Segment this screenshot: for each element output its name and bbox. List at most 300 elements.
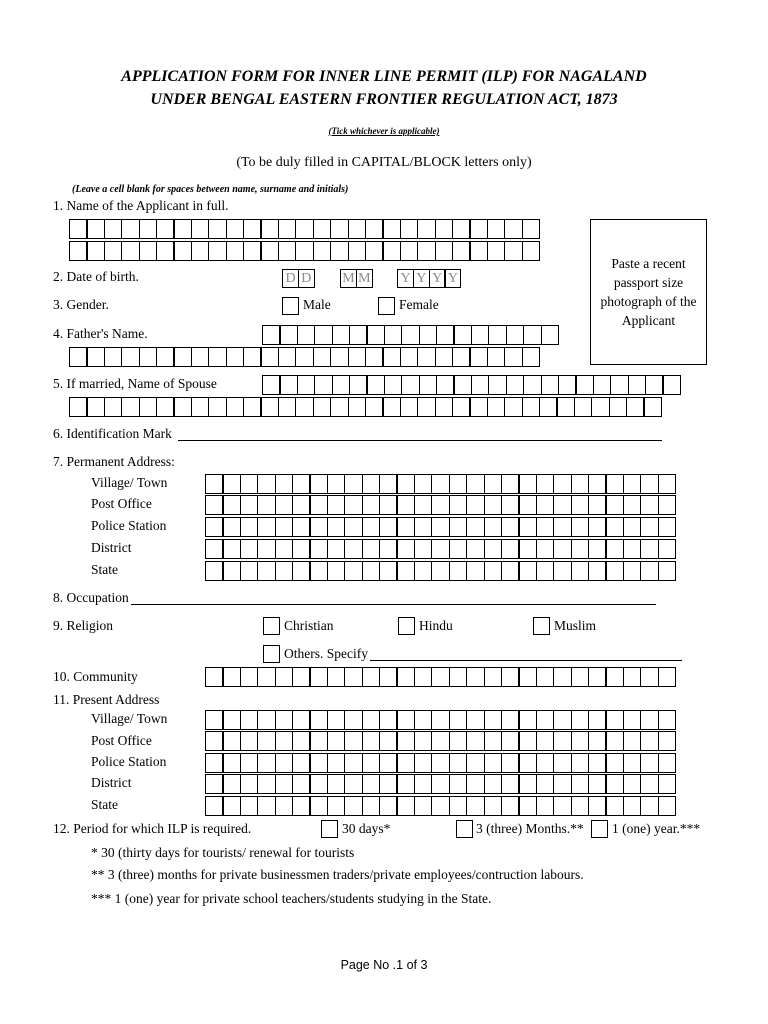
letter-cell[interactable] xyxy=(501,517,520,537)
letter-cell[interactable] xyxy=(504,219,523,239)
letter-cell[interactable] xyxy=(139,397,158,417)
letter-cell[interactable] xyxy=(379,667,398,687)
letter-cell[interactable] xyxy=(623,517,642,537)
letter-cell[interactable] xyxy=(431,796,450,816)
letter-cell[interactable] xyxy=(419,375,438,395)
letter-cell[interactable] xyxy=(121,397,140,417)
letter-cell[interactable] xyxy=(571,495,590,515)
letter-cell[interactable] xyxy=(466,517,485,537)
letter-cell[interactable] xyxy=(469,397,488,417)
letter-cell[interactable] xyxy=(431,753,450,773)
letter-cell[interactable] xyxy=(640,517,659,537)
religion-others-line[interactable] xyxy=(370,660,682,661)
letter-cell[interactable] xyxy=(379,474,398,494)
letter-cell[interactable] xyxy=(295,347,314,367)
letter-cell[interactable] xyxy=(396,517,415,537)
letter-cell[interactable] xyxy=(605,517,624,537)
letter-cell[interactable] xyxy=(518,474,537,494)
letter-cell[interactable] xyxy=(121,241,140,261)
letter-cell[interactable] xyxy=(449,539,468,559)
letter-cell[interactable] xyxy=(362,561,381,581)
letter-cell[interactable] xyxy=(571,731,590,751)
letter-cell[interactable] xyxy=(173,347,192,367)
letter-cell[interactable] xyxy=(553,561,572,581)
letter-cell[interactable] xyxy=(348,347,367,367)
letter-cell[interactable] xyxy=(344,474,363,494)
letter-cell[interactable] xyxy=(417,397,436,417)
letter-cell[interactable] xyxy=(327,731,346,751)
letter-cell[interactable] xyxy=(344,731,363,751)
letter-cell[interactable] xyxy=(504,397,523,417)
letter-cell[interactable] xyxy=(362,796,381,816)
letter-cell[interactable] xyxy=(278,219,297,239)
letter-cell[interactable] xyxy=(205,796,224,816)
letter-cell[interactable] xyxy=(591,397,610,417)
letter-cell[interactable] xyxy=(523,375,542,395)
letter-cell[interactable] xyxy=(208,347,227,367)
letter-cell[interactable] xyxy=(431,517,450,537)
letter-cell[interactable] xyxy=(571,796,590,816)
religion-others-checkbox[interactable] xyxy=(263,645,280,663)
letter-cell[interactable] xyxy=(384,325,403,345)
letter-cell[interactable] xyxy=(435,219,454,239)
letter-cell[interactable] xyxy=(205,474,224,494)
letter-cell[interactable] xyxy=(488,375,507,395)
letter-cell[interactable] xyxy=(240,561,259,581)
letter-cell[interactable] xyxy=(382,397,401,417)
letter-cell[interactable] xyxy=(414,774,433,794)
letter-cell[interactable] xyxy=(640,539,659,559)
letter-cell[interactable] xyxy=(623,796,642,816)
letter-cell[interactable] xyxy=(658,710,677,730)
letter-cell[interactable] xyxy=(605,753,624,773)
letter-cell[interactable] xyxy=(623,710,642,730)
letter-cell[interactable] xyxy=(292,539,311,559)
letter-cell[interactable] xyxy=(86,241,105,261)
letter-cell[interactable] xyxy=(262,325,281,345)
letter-cell[interactable] xyxy=(173,241,192,261)
community-cells[interactable] xyxy=(205,667,675,687)
letter-cell[interactable] xyxy=(556,397,575,417)
letter-cell[interactable] xyxy=(279,325,298,345)
letter-cell[interactable] xyxy=(469,347,488,367)
letter-cell[interactable] xyxy=(501,539,520,559)
letter-cell[interactable] xyxy=(260,219,279,239)
letter-cell[interactable] xyxy=(484,753,503,773)
letter-cell[interactable] xyxy=(640,731,659,751)
letter-cell[interactable] xyxy=(257,774,276,794)
letter-cell[interactable] xyxy=(449,753,468,773)
letter-cell[interactable] xyxy=(414,753,433,773)
letter-cell[interactable] xyxy=(275,731,294,751)
letter-cell[interactable] xyxy=(205,539,224,559)
letter-cell[interactable] xyxy=(295,397,314,417)
letter-cell[interactable] xyxy=(243,347,262,367)
letter-cell[interactable] xyxy=(553,539,572,559)
letter-cell[interactable] xyxy=(173,219,192,239)
letter-cell[interactable] xyxy=(309,495,328,515)
letter-cell[interactable] xyxy=(313,241,332,261)
letter-cell[interactable] xyxy=(396,561,415,581)
letter-cell[interactable] xyxy=(292,774,311,794)
letter-cell[interactable] xyxy=(452,347,471,367)
letter-cell[interactable] xyxy=(362,667,381,687)
letter-cell[interactable] xyxy=(86,347,105,367)
period-30days-checkbox[interactable] xyxy=(321,820,338,838)
letter-cell[interactable] xyxy=(327,774,346,794)
letter-cell[interactable] xyxy=(436,325,455,345)
letter-cell[interactable] xyxy=(453,325,472,345)
letter-cell[interactable] xyxy=(384,375,403,395)
letter-cell[interactable] xyxy=(449,561,468,581)
letter-cell[interactable] xyxy=(401,325,420,345)
letter-cell[interactable] xyxy=(292,710,311,730)
letter-cell[interactable] xyxy=(240,539,259,559)
letter-cell[interactable] xyxy=(536,710,555,730)
letter-cell[interactable] xyxy=(327,474,346,494)
letter-cell[interactable] xyxy=(104,241,123,261)
letter-cell[interactable] xyxy=(588,796,607,816)
letter-cell[interactable] xyxy=(344,796,363,816)
letter-cell[interactable] xyxy=(553,796,572,816)
letter-cell[interactable] xyxy=(257,796,276,816)
letter-cell[interactable] xyxy=(536,731,555,751)
letter-cell[interactable] xyxy=(658,731,677,751)
letter-cell[interactable] xyxy=(588,710,607,730)
letter-cell[interactable] xyxy=(257,667,276,687)
letter-cell[interactable] xyxy=(588,474,607,494)
letter-cell[interactable] xyxy=(330,241,349,261)
letter-cell[interactable] xyxy=(139,241,158,261)
letter-cell[interactable] xyxy=(257,710,276,730)
letter-cell[interactable] xyxy=(571,710,590,730)
letter-cell[interactable] xyxy=(506,375,525,395)
letter-cell[interactable] xyxy=(571,539,590,559)
letter-cell[interactable] xyxy=(436,375,455,395)
letter-cell[interactable] xyxy=(605,474,624,494)
letter-cell[interactable] xyxy=(257,539,276,559)
letter-cell[interactable] xyxy=(327,495,346,515)
letter-cell[interactable] xyxy=(222,667,241,687)
letter-cell[interactable] xyxy=(327,539,346,559)
letter-cell[interactable] xyxy=(658,753,677,773)
letter-cell[interactable] xyxy=(379,774,398,794)
letter-cell[interactable] xyxy=(623,474,642,494)
letter-cell[interactable] xyxy=(309,753,328,773)
letter-cell[interactable] xyxy=(501,667,520,687)
letter-cell[interactable] xyxy=(449,710,468,730)
gender-male-checkbox[interactable] xyxy=(282,297,299,315)
letter-cell[interactable] xyxy=(518,731,537,751)
letter-cell[interactable] xyxy=(431,667,450,687)
letter-cell[interactable] xyxy=(292,517,311,537)
letter-cell[interactable] xyxy=(86,397,105,417)
letter-cell[interactable] xyxy=(327,796,346,816)
letter-cell[interactable] xyxy=(396,774,415,794)
letter-cell[interactable] xyxy=(240,517,259,537)
letter-cell[interactable] xyxy=(571,753,590,773)
letter-cell[interactable] xyxy=(222,731,241,751)
letter-cell[interactable] xyxy=(453,375,472,395)
letter-cell[interactable] xyxy=(243,219,262,239)
letter-cell[interactable] xyxy=(292,667,311,687)
letter-cell[interactable] xyxy=(69,347,88,367)
letter-cell[interactable] xyxy=(292,474,311,494)
letter-cell[interactable] xyxy=(173,397,192,417)
letter-cell[interactable] xyxy=(605,539,624,559)
religion-hindu-checkbox[interactable] xyxy=(398,617,415,635)
period-1year-checkbox[interactable] xyxy=(591,820,608,838)
letter-cell[interactable] xyxy=(344,539,363,559)
letter-cell[interactable] xyxy=(226,397,245,417)
letter-cell[interactable] xyxy=(449,731,468,751)
letter-cell[interactable] xyxy=(362,710,381,730)
letter-cell[interactable] xyxy=(574,397,593,417)
letter-cell[interactable] xyxy=(640,561,659,581)
letter-cell[interactable] xyxy=(327,561,346,581)
letter-cell[interactable] xyxy=(553,731,572,751)
letter-cell[interactable] xyxy=(344,517,363,537)
letter-cell[interactable] xyxy=(275,517,294,537)
letter-cell[interactable] xyxy=(536,495,555,515)
letter-cell[interactable] xyxy=(553,753,572,773)
letter-cell[interactable] xyxy=(452,241,471,261)
letter-cell[interactable] xyxy=(605,561,624,581)
letter-cell[interactable] xyxy=(104,397,123,417)
letter-cell[interactable] xyxy=(309,731,328,751)
letter-cell[interactable] xyxy=(240,474,259,494)
identification-mark-line[interactable] xyxy=(178,440,662,441)
letter-cell[interactable] xyxy=(260,347,279,367)
letter-cell[interactable] xyxy=(588,539,607,559)
letter-cell[interactable] xyxy=(605,710,624,730)
letter-cell[interactable] xyxy=(501,495,520,515)
letter-cell[interactable] xyxy=(466,731,485,751)
letter-cell[interactable] xyxy=(309,710,328,730)
letter-cell[interactable] xyxy=(452,397,471,417)
letter-cell[interactable] xyxy=(400,219,419,239)
letter-cell[interactable] xyxy=(240,710,259,730)
letter-cell[interactable] xyxy=(379,731,398,751)
letter-cell[interactable] xyxy=(309,539,328,559)
letter-cell[interactable] xyxy=(278,397,297,417)
letter-cell[interactable] xyxy=(588,667,607,687)
perm-district-cells[interactable] xyxy=(205,539,675,559)
letter-cell[interactable] xyxy=(344,774,363,794)
letter-cell[interactable] xyxy=(191,241,210,261)
letter-cell[interactable] xyxy=(536,667,555,687)
letter-cell[interactable] xyxy=(431,710,450,730)
letter-cell[interactable] xyxy=(400,241,419,261)
letter-cell[interactable] xyxy=(536,539,555,559)
letter-cell[interactable] xyxy=(501,710,520,730)
letter-cell[interactable] xyxy=(523,325,542,345)
letter-cell[interactable] xyxy=(610,375,629,395)
letter-cell[interactable] xyxy=(348,219,367,239)
letter-cell[interactable] xyxy=(431,561,450,581)
letter-cell[interactable] xyxy=(275,561,294,581)
letter-cell[interactable] xyxy=(518,561,537,581)
father-cells-row2[interactable] xyxy=(69,347,539,367)
letter-cell[interactable] xyxy=(501,731,520,751)
father-cells-row1[interactable] xyxy=(262,325,558,345)
letter-cell[interactable] xyxy=(222,710,241,730)
letter-cell[interactable] xyxy=(156,347,175,367)
letter-cell[interactable] xyxy=(623,667,642,687)
letter-cell[interactable] xyxy=(536,474,555,494)
period-3months-checkbox[interactable] xyxy=(456,820,473,838)
letter-cell[interactable] xyxy=(366,375,385,395)
letter-cell[interactable] xyxy=(313,347,332,367)
letter-cell[interactable] xyxy=(640,474,659,494)
letter-cell[interactable] xyxy=(414,517,433,537)
letter-cell[interactable] xyxy=(104,347,123,367)
letter-cell[interactable] xyxy=(518,495,537,515)
letter-cell[interactable] xyxy=(466,474,485,494)
letter-cell[interactable] xyxy=(504,347,523,367)
pres-village-cells[interactable] xyxy=(205,710,675,730)
letter-cell[interactable] xyxy=(605,796,624,816)
pres-police-cells[interactable] xyxy=(205,753,675,773)
letter-cell[interactable] xyxy=(484,539,503,559)
letter-cell[interactable] xyxy=(382,219,401,239)
letter-cell[interactable] xyxy=(541,325,560,345)
letter-cell[interactable] xyxy=(658,495,677,515)
letter-cell[interactable] xyxy=(571,474,590,494)
letter-cell[interactable] xyxy=(396,731,415,751)
letter-cell[interactable] xyxy=(349,325,368,345)
letter-cell[interactable] xyxy=(449,517,468,537)
letter-cell[interactable] xyxy=(640,667,659,687)
letter-cell[interactable] xyxy=(506,325,525,345)
letter-cell[interactable] xyxy=(588,517,607,537)
letter-cell[interactable] xyxy=(658,561,677,581)
letter-cell[interactable] xyxy=(240,796,259,816)
letter-cell[interactable] xyxy=(222,539,241,559)
letter-cell[interactable] xyxy=(484,561,503,581)
letter-cell[interactable] xyxy=(501,796,520,816)
letter-cell[interactable] xyxy=(414,796,433,816)
letter-cell[interactable] xyxy=(139,219,158,239)
letter-cell[interactable] xyxy=(240,667,259,687)
letter-cell[interactable] xyxy=(626,397,645,417)
spouse-cells-row2[interactable] xyxy=(69,397,661,417)
letter-cell[interactable] xyxy=(379,710,398,730)
letter-cell[interactable] xyxy=(417,241,436,261)
letter-cell[interactable] xyxy=(417,347,436,367)
pres-post-cells[interactable] xyxy=(205,731,675,751)
letter-cell[interactable] xyxy=(658,774,677,794)
letter-cell[interactable] xyxy=(279,375,298,395)
letter-cell[interactable] xyxy=(518,517,537,537)
letter-cell[interactable] xyxy=(558,375,577,395)
letter-cell[interactable] xyxy=(662,375,681,395)
letter-cell[interactable] xyxy=(658,539,677,559)
letter-cell[interactable] xyxy=(86,219,105,239)
letter-cell[interactable] xyxy=(605,774,624,794)
letter-cell[interactable] xyxy=(605,495,624,515)
letter-cell[interactable] xyxy=(344,667,363,687)
letter-cell[interactable] xyxy=(588,774,607,794)
letter-cell[interactable] xyxy=(240,753,259,773)
letter-cell[interactable] xyxy=(640,774,659,794)
letter-cell[interactable] xyxy=(205,667,224,687)
letter-cell[interactable] xyxy=(435,241,454,261)
letter-cell[interactable] xyxy=(466,796,485,816)
letter-cell[interactable] xyxy=(257,731,276,751)
letter-cell[interactable] xyxy=(226,219,245,239)
letter-cell[interactable] xyxy=(484,731,503,751)
letter-cell[interactable] xyxy=(292,796,311,816)
letter-cell[interactable] xyxy=(257,495,276,515)
letter-cell[interactable] xyxy=(309,774,328,794)
letter-cell[interactable] xyxy=(292,753,311,773)
letter-cell[interactable] xyxy=(309,561,328,581)
letter-cell[interactable] xyxy=(449,796,468,816)
letter-cell[interactable] xyxy=(257,753,276,773)
letter-cell[interactable] xyxy=(379,796,398,816)
letter-cell[interactable] xyxy=(435,397,454,417)
letter-cell[interactable] xyxy=(536,561,555,581)
letter-cell[interactable] xyxy=(401,375,420,395)
letter-cell[interactable] xyxy=(382,347,401,367)
letter-cell[interactable] xyxy=(536,753,555,773)
letter-cell[interactable] xyxy=(257,474,276,494)
letter-cell[interactable] xyxy=(362,731,381,751)
letter-cell[interactable] xyxy=(553,710,572,730)
letter-cell[interactable] xyxy=(292,561,311,581)
letter-cell[interactable] xyxy=(487,241,506,261)
dob-month[interactable] xyxy=(340,269,372,288)
letter-cell[interactable] xyxy=(295,241,314,261)
letter-cell[interactable] xyxy=(522,219,541,239)
letter-cell[interactable] xyxy=(518,539,537,559)
letter-cell[interactable] xyxy=(262,375,281,395)
letter-cell[interactable] xyxy=(414,539,433,559)
name-cells-row2[interactable] xyxy=(69,241,539,261)
letter-cell[interactable] xyxy=(222,561,241,581)
letter-cell[interactable] xyxy=(379,495,398,515)
letter-cell[interactable] xyxy=(313,397,332,417)
letter-cell[interactable] xyxy=(501,474,520,494)
letter-cell[interactable] xyxy=(327,753,346,773)
letter-cell[interactable] xyxy=(69,241,88,261)
letter-cell[interactable] xyxy=(419,325,438,345)
letter-cell[interactable] xyxy=(240,774,259,794)
letter-cell[interactable] xyxy=(553,474,572,494)
letter-cell[interactable] xyxy=(297,375,316,395)
letter-cell[interactable] xyxy=(484,517,503,537)
letter-cell[interactable] xyxy=(518,710,537,730)
letter-cell[interactable] xyxy=(205,774,224,794)
letter-cell[interactable] xyxy=(609,397,628,417)
letter-cell[interactable] xyxy=(431,774,450,794)
letter-cell[interactable] xyxy=(379,753,398,773)
letter-cell[interactable] xyxy=(226,347,245,367)
letter-cell[interactable] xyxy=(278,241,297,261)
letter-cell[interactable] xyxy=(501,753,520,773)
letter-cell[interactable] xyxy=(658,796,677,816)
letter-cell[interactable] xyxy=(469,219,488,239)
religion-muslim-checkbox[interactable] xyxy=(533,617,550,635)
letter-cell[interactable] xyxy=(275,474,294,494)
perm-post-cells[interactable] xyxy=(205,495,675,515)
letter-cell[interactable] xyxy=(332,325,351,345)
letter-cell[interactable] xyxy=(379,539,398,559)
letter-cell[interactable] xyxy=(240,495,259,515)
letter-cell[interactable] xyxy=(226,241,245,261)
letter-cell[interactable] xyxy=(414,561,433,581)
